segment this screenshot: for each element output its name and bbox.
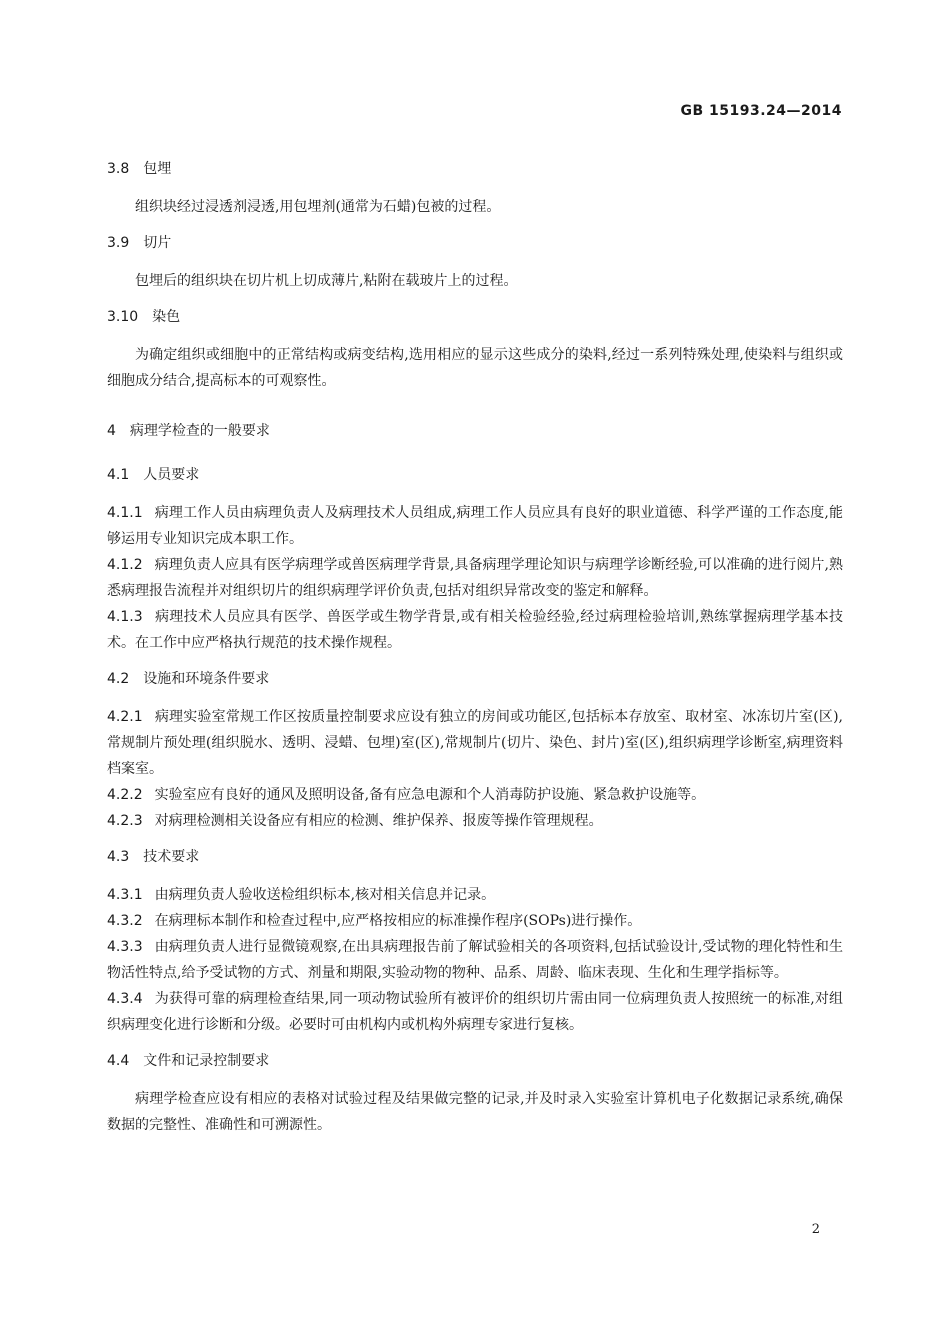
chapter-title: 病理学检查的一般要求: [129, 423, 270, 439]
document-body: [107, 150, 843, 1138]
clause: [107, 908, 843, 934]
clause-number: 4.1.3: [107, 609, 143, 625]
clause-text: 在病理标本制作和检查过程中,应严格按相应的标准操作程序(SOPs)进行操作。: [154, 913, 642, 929]
section-heading: [107, 462, 843, 488]
clause-text: 病理工作人员由病理负责人及病理技术人员组成,病理工作人员应具有良好的职业道德、科学严谨的工作态度,能够运用专业知识完成本职工作。: [107, 505, 843, 547]
clause-number: 4.2.3: [107, 813, 143, 829]
section-title: 包埋: [143, 161, 172, 177]
section-number: 3.9: [107, 235, 130, 251]
clause: [107, 882, 843, 908]
section-number: 4.1: [107, 467, 130, 483]
clause-text: 病理实验室常规工作区按质量控制要求应设有独立的房间或功能区,包括标本存放室、取材室、冰冻切片室(区),常规制片预处理(组织脱水、透明、浸蜡、包埋)室(区),常规制片(切片、染色、封片)室(区),组织病理学诊断室,病理资料档案室。: [107, 709, 843, 777]
paragraph: 为确定组织或细胞中的正常结构或病变结构,选用相应的显示这些成分的染料,经过一系列特殊处理,使染料与组织或细胞成分结合,提高标本的可观察性。: [107, 347, 843, 389]
clause-number: 4.1.1: [107, 505, 143, 521]
paragraph: 病理学检查应设有相应的表格对试验过程及结果做完整的记录,并及时录入实验室计算机电子化数据记录系统,确保数据的完整性、准确性和可溯源性。: [107, 1091, 843, 1133]
chapter-heading: [107, 418, 843, 444]
chapter-number: 4: [107, 423, 116, 439]
clause-number: 4.3.1: [107, 887, 143, 903]
clause-text: 对病理检测相关设备应有相应的检测、维护保养、报废等操作管理规程。: [154, 813, 603, 829]
clause: [107, 934, 843, 986]
clause: [107, 986, 843, 1038]
standard-code: GB 15193.24—2014: [680, 103, 842, 119]
clause-number: 4.3.4: [107, 991, 143, 1007]
section-title: 切片: [143, 235, 172, 251]
clause-text: 病理技术人员应具有医学、兽医学或生物学背景,或有相关检验经验,经过病理检验培训,熟练掌握病理学基本技术。在工作中应严格执行规范的技术操作规程。: [107, 609, 843, 651]
section-number: 4.3: [107, 849, 130, 865]
clause-number: 4.3.3: [107, 939, 143, 955]
section-number: 3.8: [107, 161, 130, 177]
section-title: 技术要求: [143, 849, 200, 865]
section-heading: [107, 666, 843, 692]
clause: [107, 782, 843, 808]
clause-text: 由病理负责人验收送检组织标本,核对相关信息并记录。: [154, 887, 496, 903]
section-heading: [107, 230, 843, 256]
section-heading: [107, 1048, 843, 1074]
clause-number: 4.3.2: [107, 913, 143, 929]
section-title: 人员要求: [143, 467, 200, 483]
clause: [107, 808, 843, 834]
section-title: 染色: [152, 309, 181, 325]
section-heading: [107, 304, 843, 330]
section-number: 3.10: [107, 309, 139, 325]
paragraph: 包埋后的组织块在切片机上切成薄片,粘附在载玻片上的过程。: [135, 273, 518, 289]
clause-text: 为获得可靠的病理检查结果,同一项动物试验所有被评价的组织切片需由同一位病理负责人按照统一的标准,对组织病理变化进行诊断和分级。必要时可由机构内或机构外病理专家进行复核。: [107, 991, 843, 1033]
clause: [107, 500, 843, 552]
clause-text: 由病理负责人进行显微镜观察,在出具病理报告前了解试验相关的各项资料,包括试验设计,受试物的理化特性和生物活性特点,给予受试物的方式、剂量和期限,实验动物的物种、品系、周龄、临床表现、生化和生理学指标等。: [107, 939, 843, 981]
clause-number: 4.2.1: [107, 709, 143, 725]
clause: [107, 704, 843, 782]
section-heading: [107, 156, 843, 182]
clause-number: 4.2.2: [107, 787, 143, 803]
clause-text: 实验室应有良好的通风及照明设备,备有应急电源和个人消毒防护设施、紧急救护设施等。: [154, 787, 706, 803]
clause: [107, 552, 843, 604]
clause-number: 4.1.2: [107, 557, 143, 573]
section-title: 文件和记录控制要求: [143, 1053, 270, 1069]
section-heading: [107, 844, 843, 870]
section-title: 设施和环境条件要求: [143, 671, 270, 687]
clause: [107, 604, 843, 656]
page-number: 2: [811, 1222, 820, 1237]
paragraph: 组织块经过浸透剂浸透,用包埋剂(通常为石蜡)包被的过程。: [135, 199, 501, 215]
section-number: 4.4: [107, 1053, 130, 1069]
section-number: 4.2: [107, 671, 130, 687]
clause-text: 病理负责人应具有医学病理学或兽医病理学背景,具备病理学理论知识与病理学诊断经验,可以准确的进行阅片,熟悉病理报告流程并对组织切片的组织病理学评价负责,包括对组织异常改变的鉴定和解释。: [107, 557, 843, 599]
